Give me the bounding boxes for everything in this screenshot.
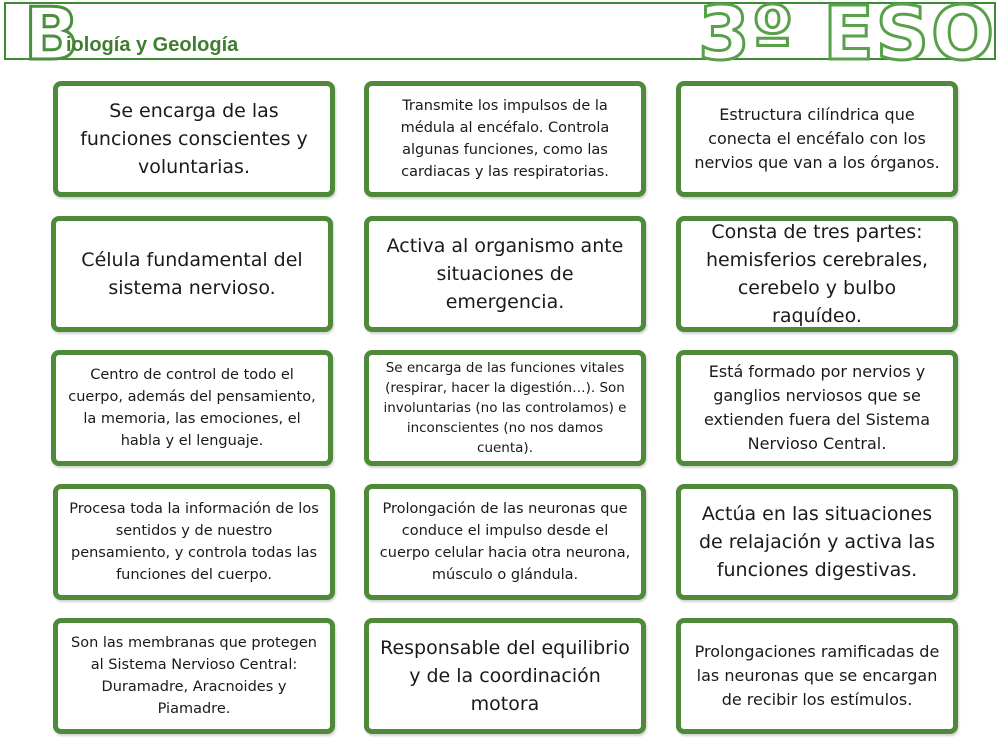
card-6-text: Consta de tres partes: hemisferios cerebrales, cerebelo y bulbo raquídeo. xyxy=(705,221,929,327)
card-15-text: Prolongaciones ramificadas de las neuronas que se encargan de recibir los estímulos. xyxy=(694,642,940,709)
card-10[interactable] xyxy=(53,484,335,600)
card-8[interactable] xyxy=(364,350,646,466)
card-11-text: Prolongación de las neuronas que conduce el impulso desde el cuerpo celular hacia otra neurona, músculo o glándula. xyxy=(379,501,631,583)
card-15[interactable] xyxy=(676,618,958,734)
subject-initial-letter: B xyxy=(24,0,79,76)
course-label: 3º ESO xyxy=(698,0,996,77)
card-7[interactable] xyxy=(51,350,333,466)
card-2-text: Transmite los impulsos de la médula al encéfalo. Controla algunas funciones, como las cardiacas y las respiratorias. xyxy=(400,98,610,180)
card-13[interactable] xyxy=(53,618,335,734)
page-header xyxy=(0,0,1000,77)
card-13-text: Son las membranas que protegen al Sistema Nervioso Central: Duramadre, Aracnoides y Piamadre. xyxy=(71,635,317,717)
card-9-text: Está formado por nervios y ganglios nerviosos que se extienden fuera del Sistema Nervioso Central. xyxy=(703,362,931,453)
card-14-text: Responsable del equilibrio y de la coordinación motora xyxy=(380,637,630,715)
card-7-text: Centro de control de todo el cuerpo, además del pensamiento, la memoria, las emociones, el habla y el lenguaje. xyxy=(68,367,316,449)
card-4-text: Célula fundamental del sistema nervioso. xyxy=(81,249,303,299)
card-8-text: Se encarga de las funciones vitales (respirar, hacer la digestión…). Son involuntarias (no las controlamos) e inconscientes (no nos damos cuenta). xyxy=(383,360,627,456)
card-14[interactable] xyxy=(364,618,646,734)
card-5-text: Activa al organismo ante situaciones de emergencia. xyxy=(386,235,624,313)
card-3[interactable] xyxy=(676,81,958,197)
card-3-text: Estructura cilíndrica que conecta el encéfalo con los nervios que van a los órganos. xyxy=(694,105,940,172)
card-4[interactable] xyxy=(51,216,333,332)
card-5[interactable] xyxy=(364,216,646,332)
subject-title: iología y Geología xyxy=(66,34,239,56)
card-10-text: Procesa toda la información de los sentidos y de nuestro pensamiento, y controla todas las funciones del cuerpo. xyxy=(69,501,319,583)
card-9[interactable] xyxy=(676,350,958,466)
card-2[interactable] xyxy=(364,81,646,197)
card-11[interactable] xyxy=(364,484,646,600)
card-6[interactable] xyxy=(676,216,958,332)
card-12-text: Actúa en las situaciones de relajación y activa las funciones digestivas. xyxy=(699,503,935,581)
card-12[interactable] xyxy=(676,484,958,600)
card-1[interactable] xyxy=(53,81,335,197)
card-1-text: Se encarga de las funciones conscientes y voluntarias. xyxy=(80,100,308,178)
